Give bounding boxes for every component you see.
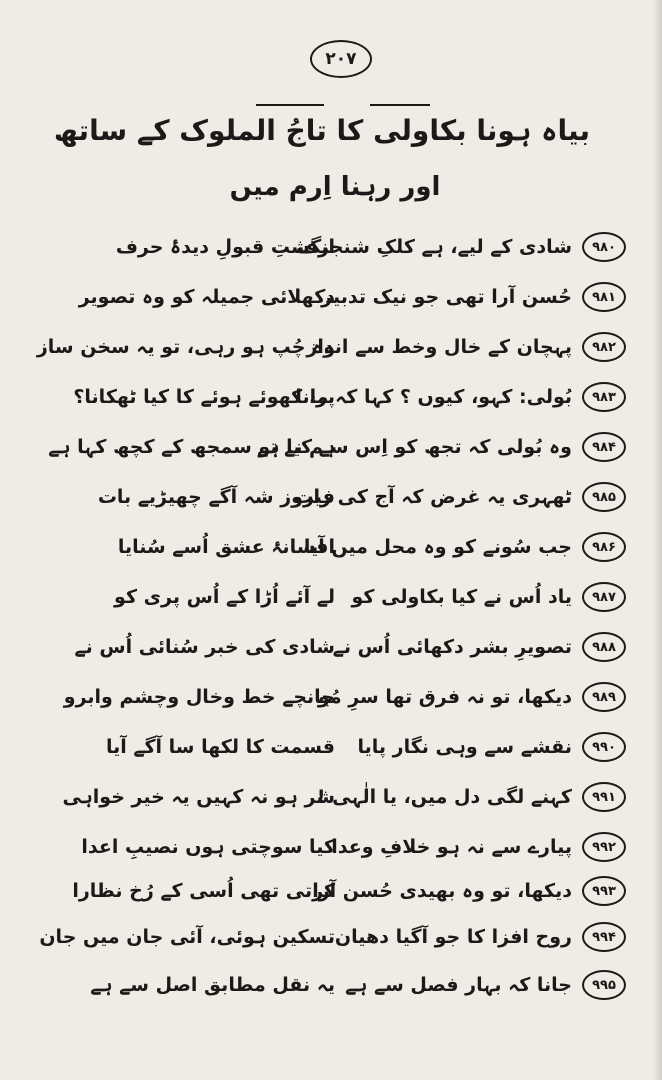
verse-second-hemistich: شر ہو نہ کہیں یہ خیر خواہی: [62, 786, 335, 808]
verse-second-hemistich: یہ نقل مطابق اصل سے ہے: [90, 974, 335, 996]
verse-row: [0, 628, 662, 678]
verse-number: ۹۹۴: [582, 922, 626, 952]
verse-second-hemistich: انگشتِ قبولِ دیدۂ حرف: [115, 236, 335, 258]
verse-number: ۹۸۷: [582, 582, 626, 612]
verse-row: [0, 528, 662, 578]
verse-row: [0, 678, 662, 728]
verse-second-hemistich: پر، کھوئے ہوئے کا کیا ٹھکانا؟: [73, 386, 335, 408]
verse-first-hemistich: نقشے سے وہی نگار پایا: [357, 736, 572, 758]
verse-first-hemistich: تصویرِ بشر دکھائی اُس نے: [332, 636, 572, 658]
verse-second-hemistich: افسانۂ عشق اُسے سُنایا: [117, 536, 335, 558]
verse-second-hemistich: قسمت کا لکھا سا آگے آیا: [105, 736, 335, 758]
verse-first-hemistich: حُسن آرا تھی جو نیک تدبیر: [321, 286, 572, 308]
verse-first-hemistich: یاد اُس نے کیا بکاولی کو: [351, 586, 572, 608]
verse-number: ۹۸۰: [582, 232, 626, 262]
verse-number: ۹۹۲: [582, 832, 626, 862]
verse-second-hemistich: کرتی تھی اُسی کے رُخ نظارا: [72, 880, 335, 902]
verse-row: [0, 478, 662, 528]
verse-row: [0, 918, 662, 968]
verse-first-hemistich: پیارے سے نہ ہو خلافِ وعدا: [331, 836, 572, 858]
verse-first-hemistich: شادی کے لیے، ہے کلکِ شنجرف: [295, 236, 572, 258]
verse-first-hemistich: بُولی: کہو، کیوں ؟ کہا کہ مانا: [295, 386, 572, 408]
verse-row: [0, 228, 662, 278]
verse-row: [0, 278, 662, 328]
verse-second-hemistich: فیروز شہ آگے چھیڑیے بات: [97, 486, 335, 508]
verse-number: ۹۹۵: [582, 970, 626, 1000]
verse-number: ۹۸۵: [582, 482, 626, 512]
verse-number: ۹۹۳: [582, 876, 626, 906]
verse-number: ۹۸۸: [582, 632, 626, 662]
verse-number: ۹۸۹: [582, 682, 626, 712]
chapter-title-line-2: اور رہنا اِرم میں: [229, 172, 441, 202]
verse-first-hemistich: جانا کہ بہار فصل سے ہے: [345, 974, 572, 996]
verse-first-hemistich: دیکھا، تو نہ فرق تھا سرِ مُو: [317, 686, 572, 708]
verse-row: [0, 578, 662, 628]
chapter-title-line-1: بیاہ ہونا بکاولی کا تاجُ الملوک کے ساتھ: [53, 114, 590, 147]
verse-first-hemistich: ٹھہری یہ غرض کہ آج کی رات: [294, 486, 572, 508]
verse-second-hemistich: وہ چُپ ہو رہی، تو یہ سخن ساز: [36, 336, 335, 358]
verse-number: ۹۸۶: [582, 532, 626, 562]
verse-row: [0, 428, 662, 478]
verse-first-hemistich: جب سُونے کو وہ محل میں آیا: [303, 536, 572, 558]
verse-second-hemistich: جانچے خط وخال وچشم وابرو: [63, 686, 335, 708]
verse-second-hemistich: شادی کی خبر سُنائی اُس نے: [74, 636, 335, 658]
verse-number: ۹۹۰: [582, 732, 626, 762]
verse-row: [0, 872, 662, 922]
verse-number: ۹۹۱: [582, 782, 626, 812]
verse-first-hemistich: کہنے لگی دل میں، یا الٰہی !: [316, 786, 572, 808]
verse-second-hemistich: لے آئے اُڑا کے اُس پری کو: [114, 586, 335, 608]
verse-row: [0, 966, 662, 1016]
verse-second-hemistich: کیا سوچتی ہوں نصیبِ اعدا: [81, 836, 335, 858]
verse-second-hemistich: ہم نے تو سمجھ کے کچھ کہا ہے: [48, 436, 335, 458]
verse-number: ۹۸۲: [582, 332, 626, 362]
verse-second-hemistich: تسکین ہوئی، آئی جان میں جان: [39, 926, 335, 948]
verse-second-hemistich: دکھلائی جمیلہ کو وہ تصویر: [78, 286, 335, 308]
verse-first-hemistich: روح افزا کا جو آگیا دھیان: [334, 926, 572, 948]
verse-first-hemistich: دیکھا، تو وہ بھیدی حُسن آرا: [312, 880, 572, 902]
verse-row: [0, 378, 662, 428]
verse-first-hemistich: پہچان کے خال وخط سے انداز: [306, 336, 572, 358]
verse-number: ۹۸۴: [582, 432, 626, 462]
verse-row: [0, 778, 662, 828]
verse-number: ۹۸۳: [582, 382, 626, 412]
page-number: ۲۰۷: [310, 40, 372, 78]
verse-first-hemistich: وہ بُولی کہ تجھ کو اِس سے کیا ہے: [257, 436, 572, 458]
verse-number: ۹۸۱: [582, 282, 626, 312]
verse-row: [0, 828, 662, 878]
verse-row: [0, 728, 662, 778]
verse-row: [0, 328, 662, 378]
